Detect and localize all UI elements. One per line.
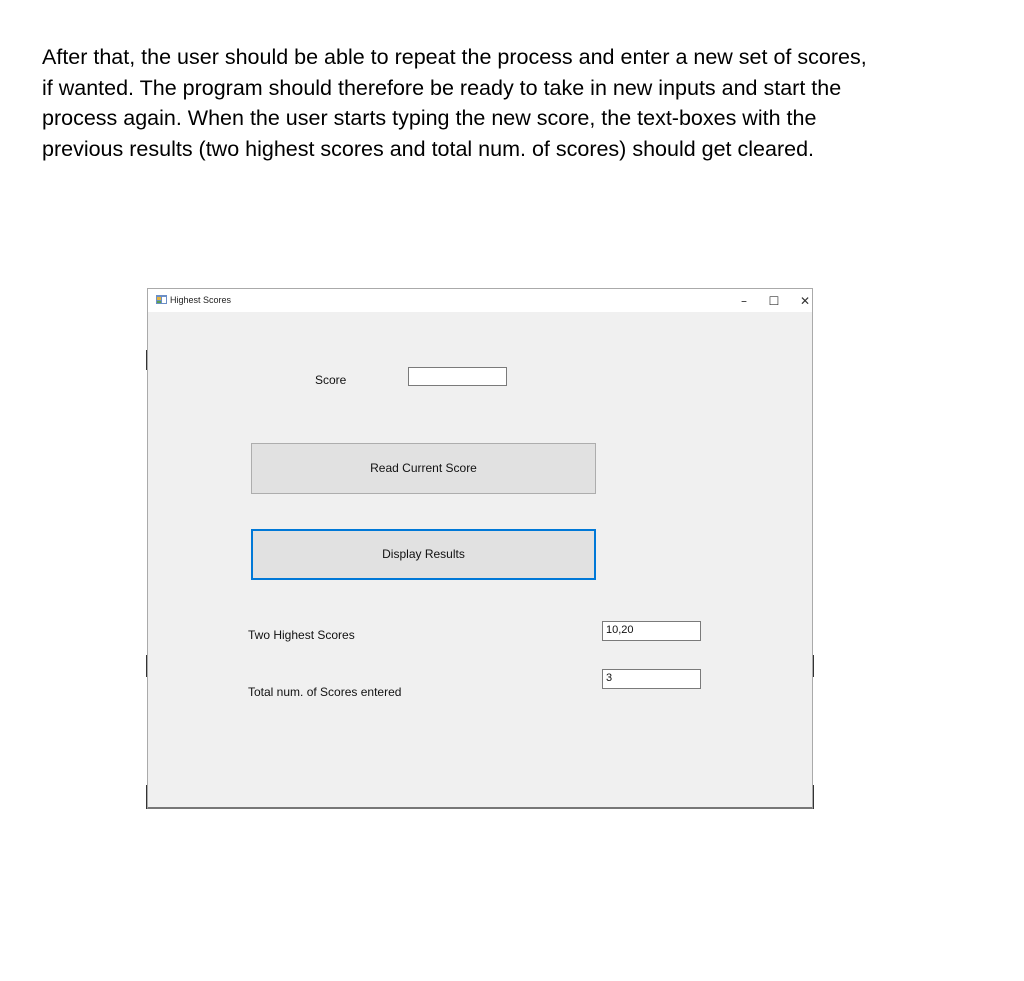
instructions-line-4: previous results (two highest scores and total num. of scores) should get cleared.: [42, 136, 814, 161]
read-current-score-button[interactable]: Read Current Score: [251, 443, 596, 494]
score-input[interactable]: [408, 367, 507, 386]
window-edge-mark: [813, 655, 814, 677]
window-edge-mark: [146, 785, 147, 809]
total-scores-field[interactable]: 3: [602, 669, 701, 689]
display-results-button[interactable]: Display Results: [251, 529, 596, 580]
app-form-icon: [156, 295, 167, 304]
two-highest-scores-field[interactable]: 10,20: [602, 621, 701, 641]
minimize-button[interactable]: –: [741, 294, 747, 308]
highest-scores-window: [147, 288, 813, 809]
window-edge-mark: [146, 655, 147, 677]
title-bar[interactable]: [148, 289, 812, 312]
instructions-line-1: After that, the user should be able to repeat the process and enter a new set of scores,: [42, 45, 867, 69]
total-scores-label: Total num. of Scores entered: [248, 685, 402, 699]
instructions-line-3: process again. When the user starts typing the new score, the text-boxes with the: [42, 106, 817, 130]
close-button[interactable]: ✕: [799, 294, 811, 308]
window-title: Highest Scores: [170, 295, 232, 305]
instructions-line-2: if wanted. The program should therefore be ready to take in new inputs and start the: [42, 75, 842, 100]
window-edge-mark: [146, 350, 147, 370]
window-edge-mark: [813, 785, 814, 809]
score-label: Score: [315, 373, 347, 387]
maximize-button[interactable]: ☐: [768, 294, 780, 308]
two-highest-scores-label: Two Highest Scores: [248, 628, 355, 642]
instructions-text: [42, 42, 1002, 164]
